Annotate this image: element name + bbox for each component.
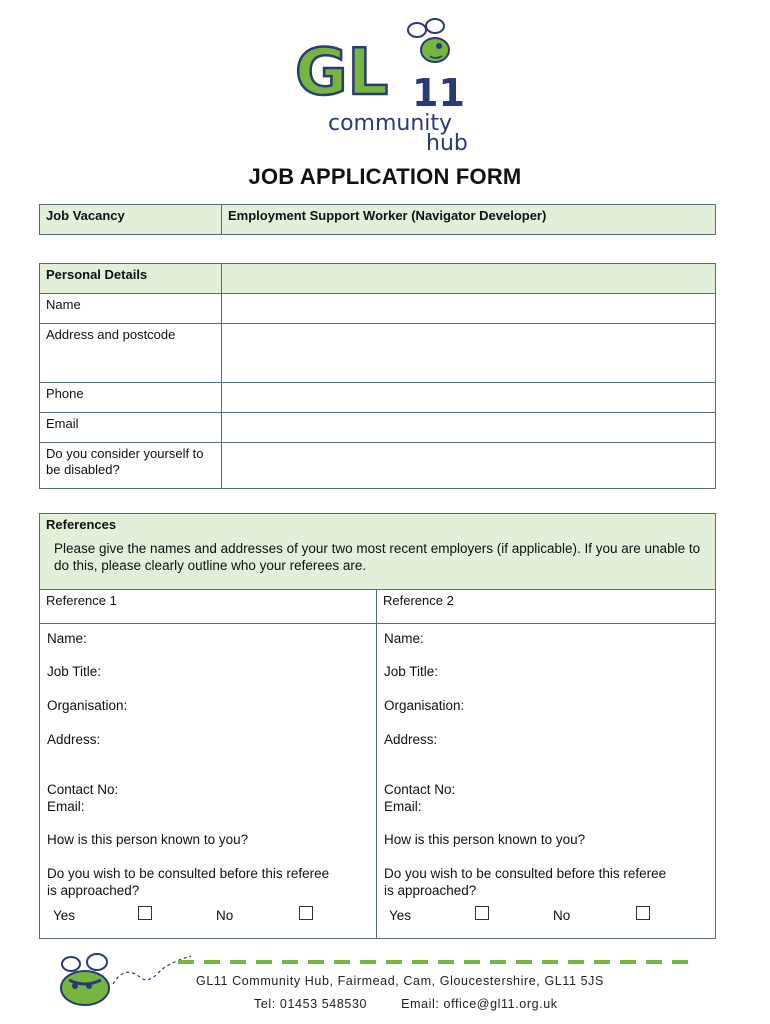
ref2-no-label: No bbox=[553, 908, 571, 923]
ref2-contact-label: Contact No: bbox=[384, 782, 456, 797]
phone-field[interactable] bbox=[222, 383, 716, 413]
ref1-yes-checkbox[interactable] bbox=[138, 906, 152, 920]
footer-tel: Tel: 01453 548530 bbox=[254, 997, 368, 1011]
ref1-yes-label: Yes bbox=[53, 908, 76, 923]
address-field[interactable] bbox=[222, 324, 716, 383]
ref1-job-title-label: Job Title: bbox=[47, 664, 102, 679]
ref1-organisation-label: Organisation: bbox=[47, 698, 128, 713]
ref2-consult-label: Do you wish to be consulted before this referee is approached? bbox=[384, 866, 667, 898]
ref2-address-label: Address: bbox=[384, 732, 438, 747]
disabled-label: Do you consider yourself to be disabled? bbox=[40, 443, 222, 489]
footer-bee-icon bbox=[55, 950, 195, 1012]
ref2-known-label: How is this person known to you? bbox=[384, 832, 586, 847]
footer-email: Email: office@gl11.org.uk bbox=[401, 997, 558, 1011]
logo-digits: 11 bbox=[412, 71, 465, 115]
ref2-email-label: Email: bbox=[384, 799, 422, 814]
ref2-job-title-label: Job Title: bbox=[384, 664, 439, 679]
ref1-address-label: Address: bbox=[47, 732, 101, 747]
address-label: Address and postcode bbox=[40, 324, 222, 383]
name-label: Name bbox=[40, 294, 222, 324]
reference-1-heading: Reference 1 bbox=[40, 590, 377, 624]
page-title: JOB APPLICATION FORM bbox=[248, 164, 522, 189]
vacancy-value: Employment Support Worker (Navigator Developer) bbox=[222, 205, 716, 235]
footer-address: GL11 Community Hub, Fairmead, Cam, Gloucestershire, GL11 5JS bbox=[196, 974, 604, 988]
ref1-consult-label: Do you wish to be consulted before this referee is approached? bbox=[47, 866, 330, 898]
reference-2-body[interactable] bbox=[377, 624, 716, 939]
footer-dashes-decoration bbox=[178, 958, 698, 966]
phone-label: Phone bbox=[40, 383, 222, 413]
references-header bbox=[40, 514, 716, 590]
reference-1-body[interactable] bbox=[40, 624, 377, 939]
gl11-logo bbox=[290, 16, 480, 156]
logo-hub: hub bbox=[426, 131, 468, 156]
personal-details-heading: Personal Details bbox=[40, 264, 222, 294]
vacancy-table bbox=[39, 204, 716, 235]
ref2-organisation-label: Organisation: bbox=[384, 698, 465, 713]
references-heading: References bbox=[46, 517, 117, 532]
disabled-field[interactable] bbox=[222, 443, 716, 489]
ref2-name-label: Name: bbox=[384, 631, 424, 646]
ref2-yes-checkbox[interactable] bbox=[475, 906, 489, 920]
ref1-known-label: How is this person known to you? bbox=[47, 832, 249, 847]
name-field[interactable] bbox=[222, 294, 716, 324]
ref2-no-checkbox[interactable] bbox=[636, 906, 650, 920]
bee-mascot-icon bbox=[408, 19, 449, 62]
reference-2-heading: Reference 2 bbox=[377, 590, 716, 624]
footer-contact bbox=[254, 997, 558, 1011]
ref1-no-label: No bbox=[216, 908, 234, 923]
email-field[interactable] bbox=[222, 413, 716, 443]
references-table bbox=[39, 513, 716, 939]
vacancy-label: Job Vacancy bbox=[40, 205, 222, 235]
logo-letters: GL bbox=[295, 36, 389, 110]
personal-details-heading-blank bbox=[222, 264, 716, 294]
ref1-email-label: Email: bbox=[47, 799, 85, 814]
personal-details-table bbox=[39, 263, 716, 489]
ref2-yes-label: Yes bbox=[389, 908, 412, 923]
ref1-no-checkbox[interactable] bbox=[299, 906, 313, 920]
email-label: Email bbox=[40, 413, 222, 443]
references-intro: Please give the names and addresses of your two most recent employers (if applicable). If you are unable to do this, please clearly outline who your referees are. bbox=[54, 541, 701, 573]
logo-community: community bbox=[328, 111, 453, 136]
ref1-contact-label: Contact No: bbox=[47, 782, 119, 797]
ref1-name-label: Name: bbox=[47, 631, 87, 646]
